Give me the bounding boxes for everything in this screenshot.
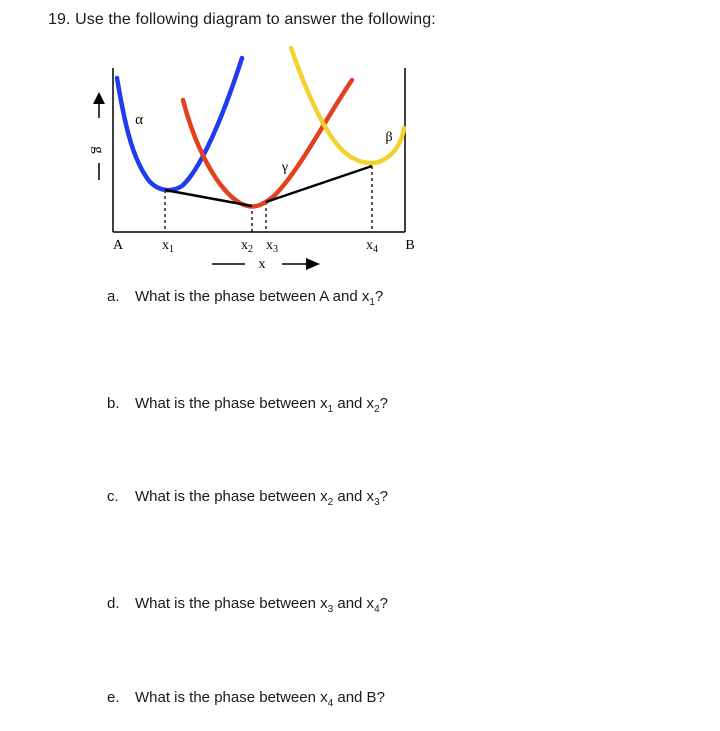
x4-label: $x_4$: [366, 238, 378, 255]
tangent-line-alpha-gamma: [165, 190, 252, 206]
x3-label: $x_3$: [266, 238, 278, 255]
x-axis-label: x: [258, 257, 266, 272]
B-label: B: [405, 238, 415, 253]
question-title: 19. Use the following diagram to answer the following:: [48, 11, 436, 28]
x1-label: $x_1$: [162, 238, 174, 255]
y-axis-arrow: [93, 92, 105, 180]
subquestion-c: c. What is the phase between $x_2$ and $x_3$?: [107, 488, 388, 508]
beta-curve: [291, 48, 404, 163]
y-axis-label: g: [90, 146, 106, 154]
subquestion-a: a. What is the phase between A and $x_1$?: [107, 288, 384, 308]
x-axis-arrow: [212, 258, 320, 270]
alpha-label: α: [135, 112, 143, 128]
beta-label: β: [385, 130, 393, 145]
subquestion-d: d. What is the phase between $x_3$ and $x_4$?: [107, 595, 388, 615]
subquestion-b: b. What is the phase between $x_1$ and $x_2$?: [107, 395, 388, 415]
A-label: A: [112, 238, 124, 253]
x2-label: $x_2$: [241, 238, 253, 255]
gamma-label: γ: [281, 160, 289, 175]
subquestion-e: e. What is the phase between $x_4$ and B?: [107, 689, 385, 709]
